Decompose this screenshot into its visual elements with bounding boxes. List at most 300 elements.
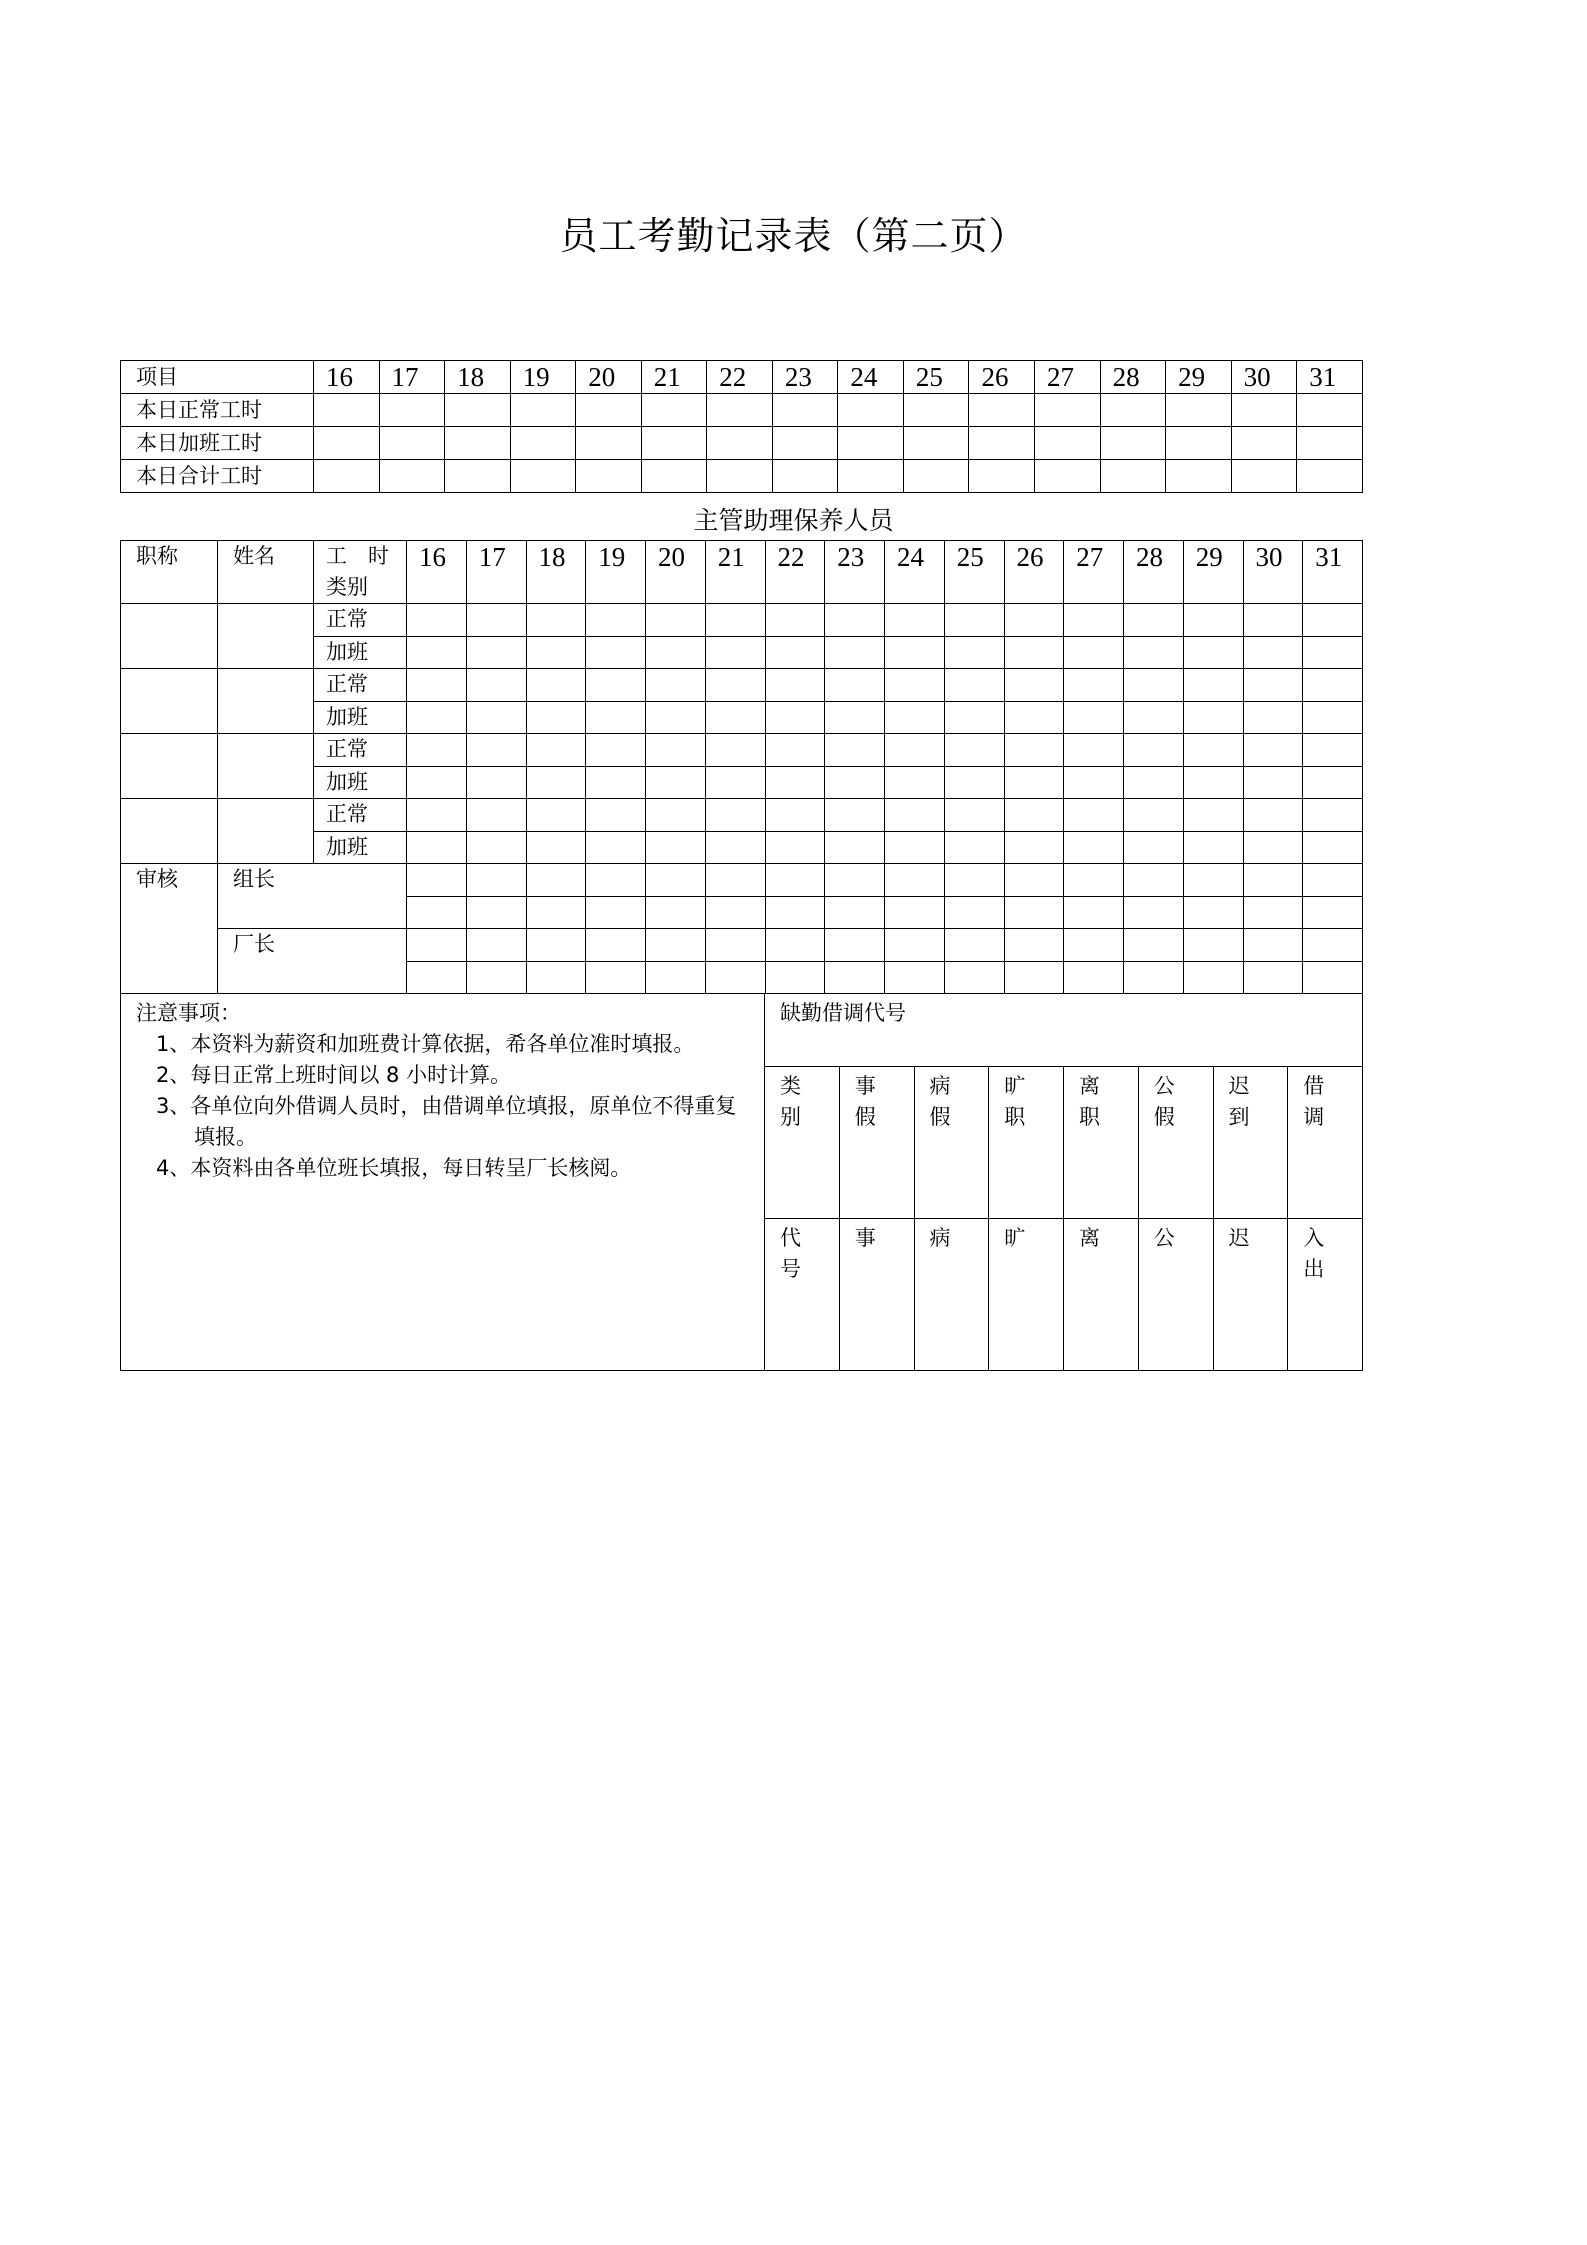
employee-title-cell[interactable] [121, 734, 218, 799]
hours-input-cell[interactable] [705, 831, 765, 864]
employee-title-cell[interactable] [121, 669, 218, 734]
hours-input-cell[interactable] [1231, 394, 1297, 427]
hours-input-cell[interactable] [825, 636, 885, 669]
hours-input-cell[interactable] [772, 394, 838, 427]
absence-code-char: 代 [780, 1226, 801, 1250]
hours-input-cell[interactable] [825, 766, 885, 799]
hours-input-cell[interactable] [1183, 669, 1243, 702]
signature-input-cell[interactable] [1183, 896, 1243, 929]
signature-input-cell[interactable] [466, 864, 526, 897]
hour-type-label: 正常 [314, 669, 407, 702]
hours-input-cell[interactable] [885, 831, 945, 864]
hours-input-cell[interactable] [765, 636, 825, 669]
hours-input-cell[interactable] [825, 604, 885, 637]
hours-input-cell[interactable] [885, 799, 945, 832]
hours-input-cell[interactable] [526, 636, 586, 669]
hours-input-cell[interactable] [466, 766, 526, 799]
hours-input-cell[interactable] [885, 766, 945, 799]
employee-name-cell[interactable] [218, 669, 314, 734]
hours-input-cell[interactable] [705, 636, 765, 669]
hours-input-cell[interactable] [1166, 460, 1232, 493]
hours-input-cell[interactable] [586, 604, 646, 637]
hours-input-cell[interactable] [1004, 799, 1064, 832]
signature-input-cell[interactable] [586, 896, 646, 929]
hours-input-cell[interactable] [466, 799, 526, 832]
page-title: 员工考勤记录表（第二页） [559, 214, 1028, 258]
hours-input-cell[interactable] [944, 831, 1004, 864]
hours-input-cell[interactable] [586, 636, 646, 669]
hour-type-label: 加班 [314, 636, 407, 669]
employee-row [121, 734, 1363, 767]
hours-input-cell[interactable] [765, 669, 825, 702]
hours-input-cell[interactable] [646, 831, 706, 864]
signature-input-cell[interactable] [705, 961, 765, 994]
hours-input-cell[interactable] [1100, 394, 1166, 427]
hours-input-cell[interactable] [885, 734, 945, 767]
signature-input-cell[interactable] [944, 864, 1004, 897]
hours-input-cell[interactable] [1183, 831, 1243, 864]
hours-input-cell[interactable] [1064, 669, 1124, 702]
signature-input-cell[interactable] [825, 864, 885, 897]
absence-category-cell [765, 1067, 840, 1219]
day-header: 31 [1303, 541, 1363, 604]
hours-input-cell[interactable] [944, 766, 1004, 799]
hours-input-cell[interactable] [1035, 427, 1101, 460]
hours-input-cell[interactable] [969, 394, 1035, 427]
hours-input-cell[interactable] [1004, 636, 1064, 669]
hours-input-cell[interactable] [1166, 427, 1232, 460]
hours-input-cell[interactable] [705, 701, 765, 734]
hour-type-header-line2: 类别 [326, 575, 368, 599]
signature-input-cell[interactable] [885, 864, 945, 897]
signature-input-cell[interactable] [526, 896, 586, 929]
hours-input-cell[interactable] [1035, 394, 1101, 427]
hours-input-cell[interactable] [969, 460, 1035, 493]
hours-input-cell[interactable] [641, 394, 707, 427]
day-header: 28 [1124, 541, 1184, 604]
hours-input-cell[interactable] [407, 799, 467, 832]
hours-input-cell[interactable] [944, 636, 1004, 669]
signature-input-cell[interactable] [825, 896, 885, 929]
hours-input-cell[interactable] [407, 669, 467, 702]
day-header: 29 [1166, 361, 1232, 394]
absence-category-char: 公 [1153, 1074, 1175, 1098]
signature-input-cell[interactable] [1243, 864, 1303, 897]
hours-input-cell[interactable] [641, 460, 707, 493]
signature-input-cell[interactable] [526, 929, 586, 962]
hours-input-cell[interactable] [1303, 766, 1363, 799]
hours-input-cell[interactable] [1124, 799, 1184, 832]
absence-category-char: 到 [1228, 1105, 1250, 1129]
absence-category-cell [1064, 1067, 1139, 1219]
hours-input-cell[interactable] [526, 799, 586, 832]
employee-name-cell[interactable] [218, 604, 314, 669]
signature-input-cell[interactable] [646, 864, 706, 897]
signature-input-cell[interactable] [705, 929, 765, 962]
hours-input-cell[interactable] [586, 734, 646, 767]
signature-input-cell[interactable] [1243, 961, 1303, 994]
day-header: 18 [526, 541, 586, 604]
hours-input-cell[interactable] [765, 734, 825, 767]
signature-input-cell[interactable] [944, 896, 1004, 929]
hours-input-cell[interactable] [379, 460, 445, 493]
hours-input-cell[interactable] [765, 831, 825, 864]
absence-code-cell [839, 1219, 914, 1371]
signature-input-cell[interactable] [1183, 961, 1243, 994]
hours-input-cell[interactable] [825, 701, 885, 734]
signature-input-cell[interactable] [1243, 929, 1303, 962]
absence-category-cell [1138, 1067, 1213, 1219]
signature-input-cell[interactable] [407, 929, 467, 962]
review-label: 审核 [121, 864, 218, 994]
hours-input-cell[interactable] [1297, 427, 1363, 460]
hours-input-cell[interactable] [705, 734, 765, 767]
hours-input-cell[interactable] [707, 460, 773, 493]
signature-input-cell[interactable] [944, 961, 1004, 994]
hours-input-cell[interactable] [1004, 734, 1064, 767]
hours-input-cell[interactable] [510, 460, 576, 493]
signature-input-cell[interactable] [1303, 864, 1363, 897]
signature-input-cell[interactable] [1004, 961, 1064, 994]
hours-input-cell[interactable] [885, 636, 945, 669]
hours-input-cell[interactable] [314, 394, 380, 427]
hours-input-cell[interactable] [407, 831, 467, 864]
absence-category-char: 假 [854, 1105, 876, 1129]
hours-input-cell[interactable] [526, 734, 586, 767]
signature-input-cell[interactable] [466, 929, 526, 962]
signature-input-cell[interactable] [765, 961, 825, 994]
absence-code-char: 旷 [1004, 1226, 1026, 1250]
hours-input-cell[interactable] [1064, 701, 1124, 734]
hours-input-cell[interactable] [1166, 394, 1232, 427]
hours-input-cell[interactable] [1297, 460, 1363, 493]
signature-input-cell[interactable] [1124, 929, 1184, 962]
hour-type-label: 正常 [314, 799, 407, 832]
item-header: 项目 [121, 361, 314, 394]
hours-input-cell[interactable] [1100, 427, 1166, 460]
signature-input-cell[interactable] [526, 864, 586, 897]
hours-input-cell[interactable] [903, 427, 969, 460]
notes-heading: 注意事项： [136, 1001, 241, 1025]
hours-input-cell[interactable] [646, 701, 706, 734]
hours-input-cell[interactable] [705, 799, 765, 832]
signature-input-cell[interactable] [1004, 929, 1064, 962]
hours-input-cell[interactable] [586, 669, 646, 702]
hours-input-cell[interactable] [646, 766, 706, 799]
hours-input-cell[interactable] [576, 460, 642, 493]
hours-input-cell[interactable] [466, 734, 526, 767]
hours-input-cell[interactable] [1297, 394, 1363, 427]
hours-input-cell[interactable] [510, 394, 576, 427]
hours-input-cell[interactable] [944, 734, 1004, 767]
hours-input-cell[interactable] [1064, 636, 1124, 669]
signature-input-cell[interactable] [944, 929, 1004, 962]
signature-input-cell[interactable] [1064, 961, 1124, 994]
signature-input-cell[interactable] [1064, 929, 1124, 962]
hours-input-cell[interactable] [641, 427, 707, 460]
hours-input-cell[interactable] [885, 604, 945, 637]
hours-input-cell[interactable] [825, 734, 885, 767]
signature-input-cell[interactable] [586, 929, 646, 962]
hours-input-cell[interactable] [765, 701, 825, 734]
hours-input-cell[interactable] [586, 766, 646, 799]
summary-row [121, 460, 1363, 493]
day-header: 19 [510, 361, 576, 394]
signature-input-cell[interactable] [885, 896, 945, 929]
hours-input-cell[interactable] [838, 460, 904, 493]
hours-input-cell[interactable] [1303, 669, 1363, 702]
hours-input-cell[interactable] [510, 427, 576, 460]
signature-input-cell[interactable] [885, 929, 945, 962]
hours-input-cell[interactable] [825, 799, 885, 832]
signature-input-cell[interactable] [646, 896, 706, 929]
hours-input-cell[interactable] [1064, 766, 1124, 799]
signature-input-cell[interactable] [407, 864, 467, 897]
hours-input-cell[interactable] [1183, 701, 1243, 734]
hours-input-cell[interactable] [445, 460, 511, 493]
signature-input-cell[interactable] [1064, 864, 1124, 897]
hours-input-cell[interactable] [825, 669, 885, 702]
day-header: 21 [641, 361, 707, 394]
hours-input-cell[interactable] [1243, 831, 1303, 864]
hours-input-cell[interactable] [314, 427, 380, 460]
hours-input-cell[interactable] [1124, 669, 1184, 702]
hours-input-cell[interactable] [1064, 831, 1124, 864]
absence-code-char: 事 [854, 1226, 876, 1250]
hours-input-cell[interactable] [466, 669, 526, 702]
signature-input-cell[interactable] [1004, 896, 1064, 929]
hours-input-cell[interactable] [466, 636, 526, 669]
signature-input-cell[interactable] [466, 961, 526, 994]
hours-input-cell[interactable] [969, 427, 1035, 460]
signature-input-cell[interactable] [1303, 929, 1363, 962]
review-row [121, 929, 1363, 962]
hours-input-cell[interactable] [885, 701, 945, 734]
employee-title-cell[interactable] [121, 799, 218, 864]
hours-input-cell[interactable] [765, 766, 825, 799]
hours-input-cell[interactable] [944, 799, 1004, 832]
signature-input-cell[interactable] [705, 864, 765, 897]
hours-input-cell[interactable] [1243, 734, 1303, 767]
hours-input-cell[interactable] [1231, 427, 1297, 460]
hours-input-cell[interactable] [586, 799, 646, 832]
absence-category-char: 借 [1303, 1074, 1325, 1098]
hours-input-cell[interactable] [838, 394, 904, 427]
hours-input-cell[interactable] [407, 766, 467, 799]
hours-input-cell[interactable] [885, 669, 945, 702]
signature-input-cell[interactable] [526, 961, 586, 994]
hours-input-cell[interactable] [1303, 604, 1363, 637]
signature-input-cell[interactable] [825, 929, 885, 962]
hours-input-cell[interactable] [526, 701, 586, 734]
hours-input-cell[interactable] [466, 831, 526, 864]
hours-input-cell[interactable] [407, 604, 467, 637]
absence-code-char: 离 [1079, 1226, 1100, 1250]
signature-input-cell[interactable] [765, 896, 825, 929]
hours-input-cell[interactable] [466, 604, 526, 637]
hours-input-cell[interactable] [407, 636, 467, 669]
day-header: 20 [576, 361, 642, 394]
hours-input-cell[interactable] [646, 669, 706, 702]
note-item: 4、本资料由各单位班长填报，每日转呈厂长核阅。 [156, 1156, 632, 1180]
hours-input-cell[interactable] [772, 427, 838, 460]
signature-input-cell[interactable] [1124, 864, 1184, 897]
hours-input-cell[interactable] [1035, 460, 1101, 493]
hours-input-cell[interactable] [466, 701, 526, 734]
staff-header-row [121, 541, 1363, 604]
signature-input-cell[interactable] [825, 961, 885, 994]
hours-input-cell[interactable] [1303, 831, 1363, 864]
signature-input-cell[interactable] [646, 929, 706, 962]
day-header: 27 [1035, 361, 1101, 394]
hours-input-cell[interactable] [944, 701, 1004, 734]
hours-input-cell[interactable] [1303, 701, 1363, 734]
hours-input-cell[interactable] [1243, 701, 1303, 734]
hours-input-cell[interactable] [705, 766, 765, 799]
signature-input-cell[interactable] [705, 896, 765, 929]
signature-input-cell[interactable] [466, 896, 526, 929]
signature-input-cell[interactable] [1183, 929, 1243, 962]
hours-input-cell[interactable] [1124, 636, 1184, 669]
hours-input-cell[interactable] [407, 701, 467, 734]
job-title-header: 职称 [121, 541, 218, 604]
hours-input-cell[interactable] [526, 669, 586, 702]
hours-input-cell[interactable] [1183, 636, 1243, 669]
hours-input-cell[interactable] [379, 394, 445, 427]
hours-input-cell[interactable] [707, 427, 773, 460]
signature-input-cell[interactable] [586, 864, 646, 897]
signature-input-cell[interactable] [1004, 864, 1064, 897]
employee-title-cell[interactable] [121, 604, 218, 669]
hours-input-cell[interactable] [407, 734, 467, 767]
hours-input-cell[interactable] [576, 394, 642, 427]
hours-input-cell[interactable] [1004, 604, 1064, 637]
hours-input-cell[interactable] [445, 394, 511, 427]
signature-input-cell[interactable] [885, 961, 945, 994]
hour-type-label: 加班 [314, 766, 407, 799]
hours-input-cell[interactable] [944, 669, 1004, 702]
signature-input-cell[interactable] [1183, 864, 1243, 897]
signature-input-cell[interactable] [765, 864, 825, 897]
hours-input-cell[interactable] [707, 394, 773, 427]
day-header: 26 [1004, 541, 1064, 604]
hours-input-cell[interactable] [1004, 669, 1064, 702]
absence-code-cell [1138, 1219, 1213, 1371]
employee-name-cell[interactable] [218, 734, 314, 799]
signature-input-cell[interactable] [1303, 896, 1363, 929]
hours-input-cell[interactable] [1183, 799, 1243, 832]
hours-input-cell[interactable] [576, 427, 642, 460]
summary-row-label: 本日加班工时 [121, 427, 314, 460]
hours-input-cell[interactable] [903, 460, 969, 493]
absence-category-char: 假 [1153, 1105, 1175, 1129]
hours-input-cell[interactable] [526, 831, 586, 864]
absence-category-cell [839, 1067, 914, 1219]
hours-input-cell[interactable] [825, 831, 885, 864]
hours-input-cell[interactable] [1064, 604, 1124, 637]
hours-input-cell[interactable] [1124, 604, 1184, 637]
hours-input-cell[interactable] [1124, 831, 1184, 864]
hours-input-cell[interactable] [1243, 799, 1303, 832]
signature-input-cell[interactable] [1243, 896, 1303, 929]
hours-input-cell[interactable] [586, 701, 646, 734]
day-header: 29 [1183, 541, 1243, 604]
hours-input-cell[interactable] [838, 427, 904, 460]
signature-input-cell[interactable] [586, 961, 646, 994]
hours-input-cell[interactable] [1303, 734, 1363, 767]
hours-input-cell[interactable] [1243, 636, 1303, 669]
absence-code-char: 公 [1153, 1226, 1175, 1250]
hours-input-cell[interactable] [1183, 766, 1243, 799]
hours-input-cell[interactable] [379, 427, 445, 460]
absence-code-char: 出 [1303, 1257, 1325, 1281]
hours-input-cell[interactable] [1124, 734, 1184, 767]
hours-input-cell[interactable] [705, 604, 765, 637]
hours-input-cell[interactable] [646, 636, 706, 669]
hours-input-cell[interactable] [1064, 734, 1124, 767]
employee-row [121, 604, 1363, 637]
hours-input-cell[interactable] [1124, 766, 1184, 799]
hours-input-cell[interactable] [1124, 701, 1184, 734]
hours-input-cell[interactable] [1243, 604, 1303, 637]
hours-input-cell[interactable] [1303, 799, 1363, 832]
hours-input-cell[interactable] [765, 799, 825, 832]
employee-row [121, 669, 1363, 702]
hours-input-cell[interactable] [772, 460, 838, 493]
hours-input-cell[interactable] [526, 766, 586, 799]
hours-input-cell[interactable] [1231, 460, 1297, 493]
hours-input-cell[interactable] [1243, 669, 1303, 702]
day-header: 17 [466, 541, 526, 604]
hours-input-cell[interactable] [1064, 799, 1124, 832]
hours-input-cell[interactable] [646, 604, 706, 637]
signature-input-cell[interactable] [1064, 896, 1124, 929]
hours-input-cell[interactable] [586, 831, 646, 864]
hours-input-cell[interactable] [314, 460, 380, 493]
signature-input-cell[interactable] [407, 896, 467, 929]
day-header: 18 [445, 361, 511, 394]
hours-input-cell[interactable] [1183, 734, 1243, 767]
hours-input-cell[interactable] [1100, 460, 1166, 493]
employee-row [121, 799, 1363, 832]
hours-input-cell[interactable] [765, 604, 825, 637]
signature-input-cell[interactable] [407, 961, 467, 994]
hours-input-cell[interactable] [1004, 766, 1064, 799]
signature-input-cell[interactable] [1303, 961, 1363, 994]
hours-input-cell[interactable] [646, 799, 706, 832]
employee-name-cell[interactable] [218, 799, 314, 864]
signature-input-cell[interactable] [646, 961, 706, 994]
hours-input-cell[interactable] [445, 427, 511, 460]
hours-input-cell[interactable] [903, 394, 969, 427]
hour-type-label: 正常 [314, 604, 407, 637]
note-item: 1、本资料为薪资和加班费计算依据，希各单位准时填报。 [156, 1032, 695, 1056]
hours-input-cell[interactable] [705, 669, 765, 702]
hours-input-cell[interactable] [1303, 636, 1363, 669]
hours-input-cell[interactable] [646, 734, 706, 767]
hours-input-cell[interactable] [1004, 831, 1064, 864]
hours-input-cell[interactable] [1243, 766, 1303, 799]
notes-cell [121, 994, 765, 1371]
signature-input-cell[interactable] [765, 929, 825, 962]
hours-input-cell[interactable] [526, 604, 586, 637]
absence-code-cell [1064, 1219, 1139, 1371]
hours-input-cell[interactable] [944, 604, 1004, 637]
signature-input-cell[interactable] [1124, 896, 1184, 929]
hours-input-cell[interactable] [1004, 701, 1064, 734]
signature-input-cell[interactable] [1124, 961, 1184, 994]
hours-input-cell[interactable] [1183, 604, 1243, 637]
